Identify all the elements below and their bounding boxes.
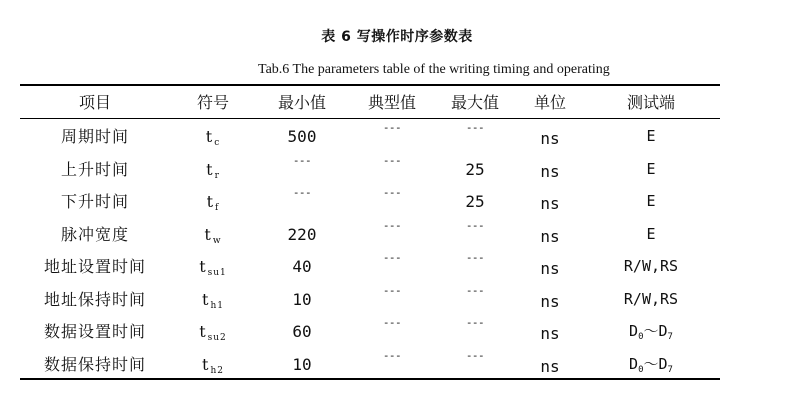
table-bottom-rule [20,378,720,380]
table-title-chinese: 表 6 写操作时序参数表 [321,29,473,45]
cell-min: --- [292,186,312,199]
cell-symbol [207,194,220,213]
cell-unit: ns [540,194,560,213]
symbol-subscript: w [212,235,222,246]
symbol-subscript: f [215,203,220,213]
symbol-subscript: c [214,138,221,148]
symbol-subscript: h2 [210,365,224,376]
cell-max: --- [465,121,485,134]
cell-test-pin [646,159,656,178]
cell-typical: --- [382,283,402,297]
symbol-base: t [206,192,214,211]
table-header-rule [20,118,720,119]
test-pin-part: 7 [667,332,673,342]
symbol-subscript: su2 [207,333,227,343]
cell-test-pin [646,224,656,243]
cell-item: 数据设置时间 [43,322,147,341]
cell-min: 40 [292,257,312,276]
cell-symbol [199,324,227,343]
test-pin-part: E [646,127,656,145]
cell-symbol [206,129,220,148]
header-item: 项目 [78,93,112,112]
cell-min: 10 [292,354,312,374]
cell-unit: ns [540,161,560,181]
cell-item: 地址设置时间 [43,257,147,276]
cell-min: 500 [287,127,317,146]
cell-item: 上升时间 [60,159,130,179]
cell-symbol [204,224,222,246]
test-pin-part: 7 [667,364,673,375]
cell-max: --- [465,218,485,232]
test-pin-part: D [629,322,639,340]
cell-symbol [202,289,224,311]
test-pin-part: 0 [638,364,644,375]
cell-typical: --- [382,186,402,199]
cell-unit: ns [540,129,560,148]
test-pin-part: ～ [643,354,659,373]
cell-typical: --- [382,153,402,167]
test-pin-part: ～ [643,322,659,340]
cell-unit: ns [540,324,560,343]
symbol-base: t [205,127,213,146]
cell-typical: --- [382,316,402,329]
header-min: 最小值 [277,93,327,112]
header-symbol: 符号 [196,93,230,112]
cell-unit: ns [540,259,560,278]
cell-unit: ns [540,356,560,376]
header-max: 最大值 [450,93,500,112]
cell-typical: --- [382,218,402,232]
cell-test-pin [624,259,678,274]
test-pin-part: E [646,159,656,178]
cell-typical: --- [382,121,402,134]
table-title-english: Tab.6 The parameters table of the writing timing and operating [258,62,610,77]
table-top-rule [20,84,720,86]
symbol-base: t [202,354,209,374]
cell-test-pin [629,354,673,375]
cell-test-pin [623,289,679,308]
header-unit: 单位 [533,93,567,112]
cell-test-pin [646,129,655,144]
header-test-pin: 测试端 [626,93,676,112]
cell-item: 地址保持时间 [43,289,147,309]
cell-typical: --- [382,251,402,264]
cell-item: 脉冲宽度 [60,224,130,244]
test-pin-part: R/W,RS [623,289,679,308]
test-pin-part: D [629,354,639,373]
symbol-subscript: su1 [207,268,227,278]
cell-max: 25 [465,192,485,211]
cell-min: 220 [287,224,317,244]
symbol-base: t [199,257,206,276]
cell-symbol [202,354,224,376]
cell-max: --- [465,283,485,297]
symbol-base: t [199,322,206,341]
cell-min: --- [292,153,312,167]
cell-max: --- [465,251,485,264]
cell-test-pin [629,324,673,342]
cell-symbol [206,159,220,181]
cell-item: 下升时间 [60,192,130,211]
header-typical: 典型值 [367,93,417,112]
cell-item: 数据保持时间 [43,354,147,374]
test-pin-part: R/W,RS [623,257,679,275]
cell-max: 25 [465,159,485,179]
test-pin-part: D [658,322,668,340]
cell-max: --- [465,348,485,362]
test-pin-part: E [646,192,656,210]
cell-typical: --- [382,348,402,362]
cell-test-pin [646,194,655,209]
test-pin-part: D [658,354,668,373]
symbol-base: t [202,289,209,309]
symbol-base: t [206,159,213,179]
cell-unit: ns [540,226,560,246]
cell-max: --- [465,316,485,329]
test-pin-part: 0 [638,332,644,342]
cell-min: 10 [292,289,312,309]
cell-min: 60 [292,322,312,341]
symbol-subscript: h1 [210,300,224,311]
cell-item: 周期时间 [60,127,130,146]
cell-unit: ns [540,291,560,311]
symbol-subscript: r [214,170,220,181]
cell-symbol [199,259,227,278]
symbol-base: t [204,224,211,244]
test-pin-part: E [646,224,656,243]
